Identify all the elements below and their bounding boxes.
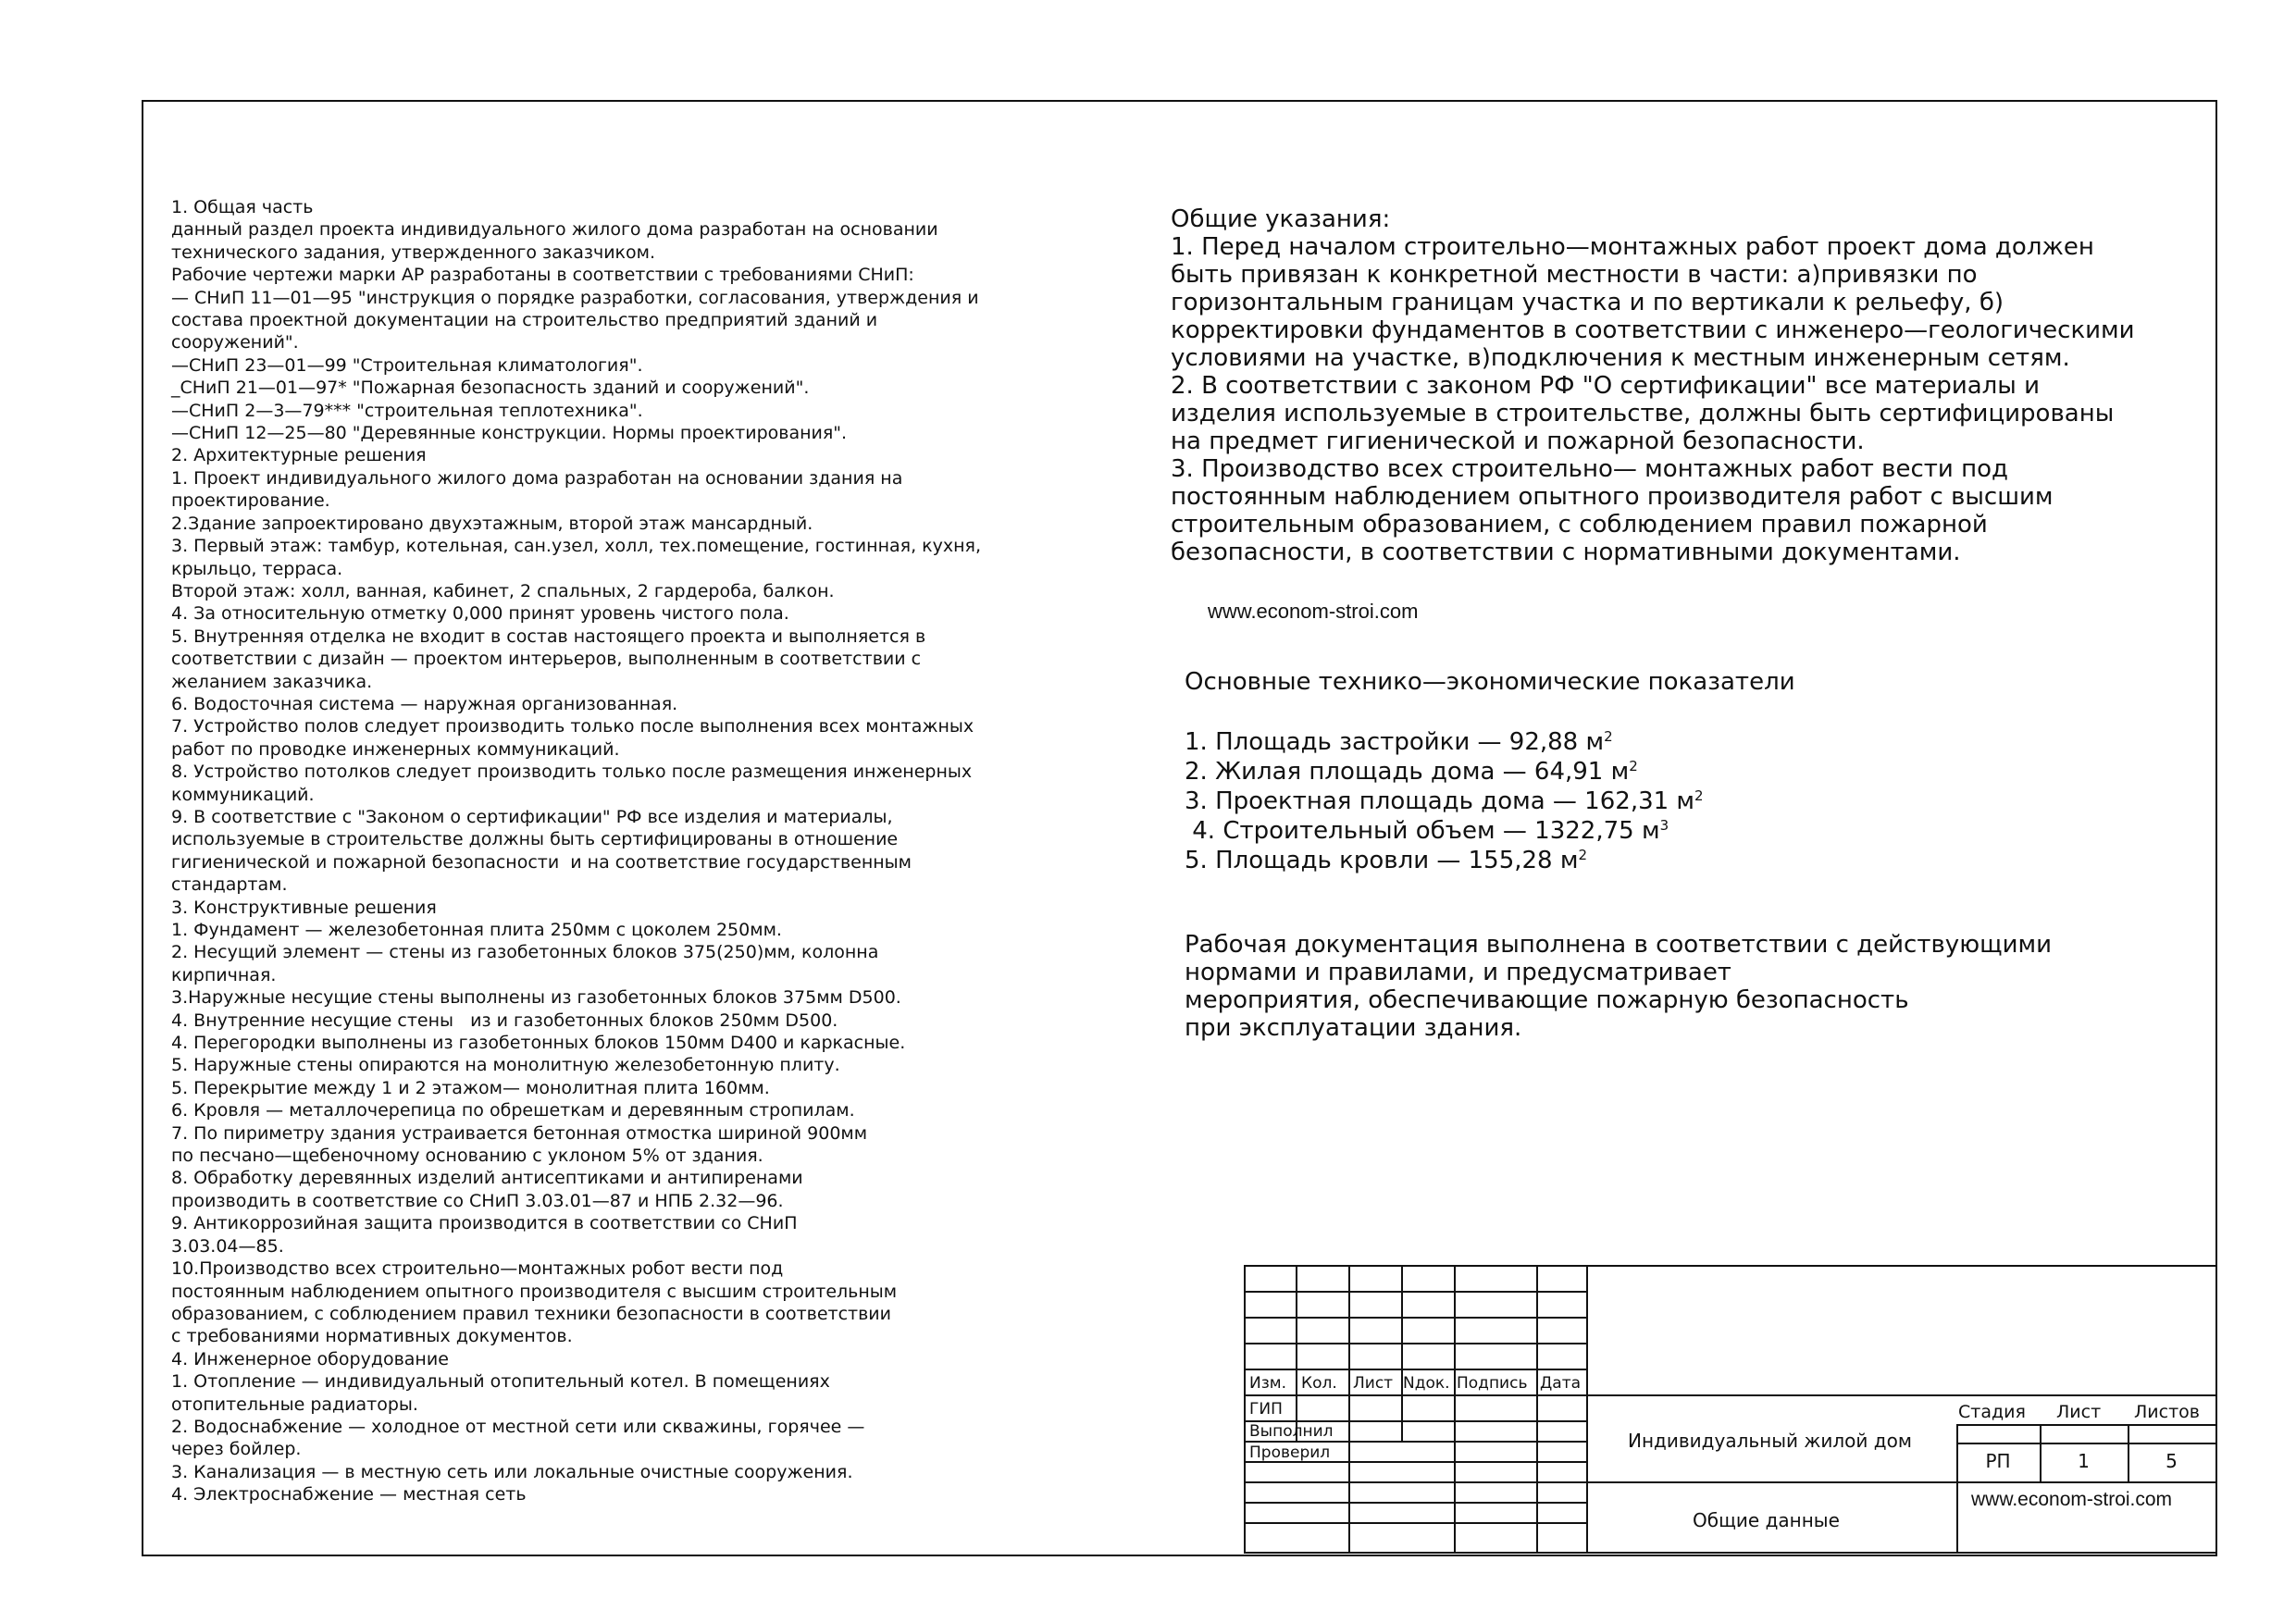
general-part-line: 1. Проект индивидуального жилого дома разработан на основании здания на [171,467,903,489]
general-part-line: 3.03.04—85. [171,1235,284,1257]
general-part-line: крыльцо, терраса. [171,558,343,579]
role-executed: Выполнил [1249,1422,1334,1441]
general-part-line: работ по проводке инженерных коммуникаций. [171,738,620,760]
tep-item [1185,727,1704,757]
general-notes-text [1171,205,2207,566]
general-part-line: кирпичная. [171,964,277,985]
general-part-line: 3. Канализация — в местную сеть или локальные очистные сооружения. [171,1461,853,1482]
general-part-line: 8. Обработку деревянных изделий антисептиками и антипиренами [171,1168,803,1189]
sheets-value: 5 [2166,1450,2178,1472]
tep-item [1185,787,1704,816]
general-part-line: 2. Водоснабжение — холодное от местной сети или скважины, горячее — [171,1416,865,1437]
sheet-value: 1 [2078,1450,2090,1472]
general-part-line: —СНиП 12—25—80 "Деревянные конструкции. Нормы проектирования". [171,423,848,444]
general-part-line: 1. Общая часть [171,197,314,217]
tep-item-unit-exponent: 2 [1694,787,1704,804]
general-part-line: 4. Перегородки выполнены из газобетонных блоков 150мм D400 и каркасные. [171,1033,906,1054]
general-notes-line: горизонтальным границам участка и по вертикали к рельефу, б) [1171,289,2004,316]
tep-item-unit-exponent: 3 [1659,817,1669,834]
general-part-line: — СНиП 11—01—95 "инструкция о порядке разработки, согласования, утверждения и [171,287,979,308]
tep-item [1185,757,1704,787]
general-part-line: гигиенической и пожарной безопасности и на соответствие государственным [171,851,912,873]
col-header-signature: Подпись [1457,1374,1528,1393]
col-header-ndok: Nдок. [1403,1374,1450,1393]
general-part-line: 4. Внутренние несущие стены из и газобетонных блоков 250мм D500. [171,1010,838,1031]
general-part-line: Второй этаж: холл, ванная, кабинет, 2 спальных, 2 гардероба, балкон. [171,580,835,601]
general-part-line: 9. В соответствие с "Законом о сертификации" РФ все изделия и материалы, [171,806,893,827]
general-part-line: отопительные радиаторы. [171,1394,418,1415]
col-header-list: Лист [1353,1374,1394,1393]
general-notes-line: на предмет гигиенической и пожарной безопасности. [1171,427,1865,455]
general-notes-line: условиями на участке, в)подключения к местным инженерным сетям. [1171,344,2070,372]
general-part-line: используемые в строительстве должны быть сертифицированы в отношение [171,829,899,850]
general-part-line: 3. Конструктивные решения [171,897,437,918]
general-part-line: —СНиП 2—3—79*** "строительная теплотехника". [171,400,643,421]
col-header-kol: Кол. [1301,1374,1337,1393]
compliance-note-line: мероприятия, обеспечивающие пожарную безопасность [1185,986,1909,1014]
tep-item [1185,816,1704,846]
tep-item [1185,846,1704,875]
general-part-line: желанием заказчика. [171,671,373,692]
general-part-line: технического задания, утвержденного заказчиком. [171,242,656,263]
general-notes-line: быть привязан к конкретной местности в части: а)привязки по [1171,261,1978,289]
general-part-line: 7. Устройство полов следует производить только после выполнения всех монтажных [171,716,974,737]
compliance-note-line: при эксплуатации здания. [1185,1014,1522,1042]
general-part-line: производить в соответствие со СНиП 3.03.01—87 и НПБ 2.32—96. [171,1190,784,1211]
tep-item-text: 2. Жилая площадь дома — 64,91 м [1185,758,1630,786]
general-part-line: постоянным наблюдением опытного производителя с высшим строительным [171,1281,898,1302]
general-part-line: 2.Здание запроектировано двухэтажным, второй этаж мансардный. [171,513,813,534]
general-part-line: стандартам. [171,874,288,896]
general-part-line: 6. Кровля — металлочерепица по обрешеткам и деревянным стропилам. [171,1100,855,1121]
tep-item-text: 3. Проектная площадь дома — 162,31 м [1185,787,1695,815]
role-gip: ГИП [1249,1400,1283,1419]
general-part-line: 9. Антикоррозийная защита производится в соответствии со СНиП [171,1213,798,1234]
general-part-line: соответствии с дизайн — проектом интерьеров, выполненным в соответствии с [171,649,922,670]
sheets-label: Листов [2134,1402,2200,1422]
general-notes-line: Общие указания: [1171,205,1391,233]
general-notes-line: безопасности, в соответствии с нормативными документами. [1171,539,1961,566]
general-part-line: образованием, с соблюдением правил техники безопасности в соответствии [171,1303,892,1324]
role-checked: Проверил [1249,1443,1331,1462]
compliance-note-line: нормами и правилами, и предусматривает [1185,959,1731,986]
general-part-line: с требованиями нормативных документов. [171,1326,573,1347]
tep-heading: Основные технико—экономические показатели [1185,668,1795,696]
general-part-line: 6. Водосточная система — наружная организованная. [171,693,678,714]
general-part-line: 5. Перекрытие между 1 и 2 этажом— монолитная плита 160мм. [171,1077,770,1098]
general-notes-line: 2. В соответствии с законом РФ "О сертификации" все материалы и [1171,372,2040,400]
general-part-line: 2. Архитектурные решения [171,445,427,466]
sheet-name: Общие данные [1693,1509,1840,1531]
website-link[interactable]: www.econom-stroi.com [1208,600,1419,623]
col-header-date: Дата [1540,1374,1582,1393]
general-part-line: по песчано—щебеночному основанию с уклоном 5% от здания. [171,1146,763,1167]
tep-item-unit-exponent: 2 [1629,758,1638,774]
title-block [1244,1265,2215,1554]
title-block-website[interactable]: www.econom-stroi.com [1971,1489,2173,1510]
general-part-line: 5. Внутренняя отделка не входит в состав настоящего проекта и выполняется в [171,626,926,647]
general-part-line: Рабочие чертежи марки АР разработаны в соответствии с требованиями СНиП: [171,265,914,286]
tep-list [1185,727,1704,875]
general-notes-line: строительным образованием, с соблюдением правил пожарной [1171,511,1988,539]
general-notes-line: постоянным наблюдением опытного производителя работ с высшим [1171,483,2054,511]
general-part-line: 3.Наружные несущие стены выполнены из газобетонных блоков 375мм D500. [171,987,901,1009]
general-part-line: 10.Производство всех строительно—монтажных робот вести под [171,1258,784,1280]
general-part-line: 7. По пириметру здания устраивается бетонная отмостка шириной 900мм [171,1122,868,1144]
general-part-line: 1. Фундамент — железобетонная плита 250мм с цоколем 250мм. [171,920,782,940]
general-part-line: 1. Отопление — индивидуальный отопительный котел. В помещениях [171,1371,830,1393]
general-notes-line: корректировки фундаментов в соответствии с инженеро—геологическими [1171,316,2135,344]
project-name: Индивидуальный жилой дом [1628,1430,1912,1452]
compliance-note-line: Рабочая документация выполнена в соответствии с действующими [1185,931,2052,959]
stage-label: Стадия [1958,1402,2026,1422]
general-part-line: 2. Несущий элемент — стены из газобетонных блоков 375(250)мм, колонна [171,942,879,963]
general-part-line: 4. Электроснабжение — местная сеть [171,1484,527,1505]
general-notes-line: изделия используемые в строительстве, должны быть сертифицированы [1171,400,2115,427]
tep-item-unit-exponent: 2 [1604,728,1613,745]
general-part-line: состава проектной документации на строительство предприятий зданий и [171,310,878,331]
col-header-izm: Изм. [1249,1374,1286,1393]
general-part-line: сооружений". [171,332,299,353]
tep-item-text: 5. Площадь кровли — 155,28 м [1185,847,1579,874]
sheet-label: Лист [2056,1402,2102,1422]
general-part-line: данный раздел проекта индивидуального жилого дома разработан на основании [171,219,938,241]
general-part-line: проектирование. [171,490,330,512]
stage-value: РП [1985,1450,2011,1472]
tep-item-text: 4. Строительный объем — 1322,75 м [1185,817,1660,845]
general-part-line: 5. Наружные стены опираются на монолитную железобетонную плиту. [171,1055,840,1076]
general-part-line: —СНиП 23—01—99 "Строительная климатология". [171,354,643,376]
compliance-note [1185,931,2052,1042]
general-part-line: 4. За относительную отметку 0,000 принят уровень чистого пола. [171,603,789,625]
general-part-line: _СНиП 21—01—97* "Пожарная безопасность зданий и сооружений". [171,378,810,399]
general-part-text [171,196,1152,1506]
tep-item-unit-exponent: 2 [1578,847,1588,863]
general-notes-line: 1. Перед началом строительно—монтажных работ проект дома должен [1171,233,2094,261]
general-notes-line: 3. Производство всех строительно— монтажных работ вести под [1171,455,2008,483]
general-part-line: через бойлер. [171,1439,302,1460]
general-part-line: 3. Первый этаж: тамбур, котельная, сан.узел, холл, тех.помещение, гостинная, кухня, [171,536,982,557]
general-part-line: коммуникаций. [171,784,315,805]
tep-item-text: 1. Площадь застройки — 92,88 м [1185,728,1605,756]
general-part-line: 4. Инженерное оборудование [171,1348,449,1369]
general-part-line: 8. Устройство потолков следует производить только после размещения инженерных [171,762,973,783]
